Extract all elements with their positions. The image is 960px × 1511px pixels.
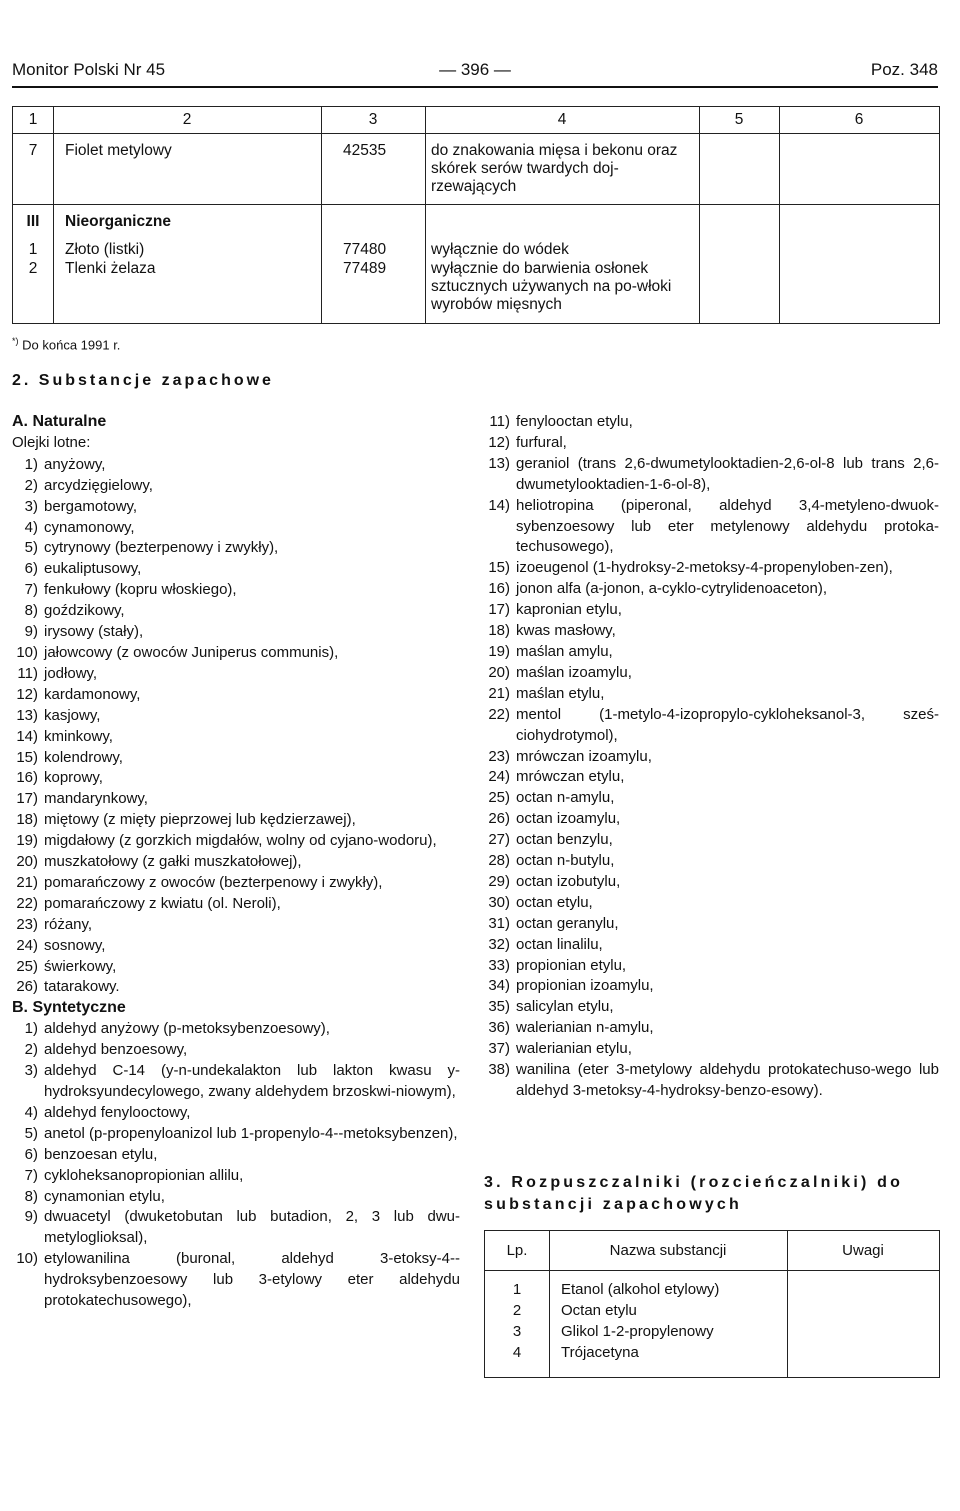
list-item-number: 7): [24, 581, 38, 599]
list-item-number: 29): [488, 872, 510, 890]
list-item-text: octan geranylu,: [516, 914, 619, 932]
solvent-name: Glikol 1-2-propylenowy: [561, 1323, 714, 1340]
list-item-number: 7): [24, 1166, 38, 1184]
list-item: [12, 518, 460, 539]
list-item: [12, 1040, 460, 1061]
list-item-text: octan n-amylu,: [516, 789, 615, 807]
solvent-name: Etanol (alkohol etylowy): [561, 1281, 720, 1298]
list-item-number: 32): [488, 935, 510, 953]
list-item: [12, 538, 460, 559]
list-item-text: aldehyd benzoesowy,: [44, 1041, 188, 1059]
list-item-number: 24): [488, 768, 510, 786]
list-item: [484, 663, 939, 684]
substance-name: Tlenki żelaza: [65, 260, 156, 277]
list-item-text: cytrynowy (bezterpenowy i zwykły),: [44, 539, 279, 557]
synthetic-list: [12, 1019, 460, 1312]
list-item-text: geraniol (trans 2,6-dwumetylooktadien-2,6-ol-8 lub trans 2,6-dwumetylooktadien-1-6-ol-8),: [516, 454, 939, 493]
list-item-text: migdałowy (z gorzkich migdałów, wolny od cyjano-wodoru),: [44, 832, 437, 850]
footnote: [12, 336, 120, 352]
list-item: [484, 851, 939, 872]
list-item-number: 20): [16, 853, 38, 871]
list-item: [12, 1019, 460, 1040]
list-item-text: jonon alfa (a-jonon, a-cyklo-cytrylidenoaceton),: [516, 580, 827, 598]
table-divider: [321, 107, 322, 323]
list-item: [12, 768, 460, 789]
list-item-number: 15): [16, 748, 38, 766]
list-item-text: cynamonian etylu,: [44, 1187, 165, 1205]
list-item-text: sosnowy,: [44, 936, 106, 954]
list-item: [12, 748, 460, 769]
list-item-number: 28): [488, 852, 510, 870]
list-item-number: 2): [24, 1041, 38, 1059]
list-item: [12, 936, 460, 957]
row-number: 2: [28, 260, 38, 277]
list-item: [12, 476, 460, 497]
position-number: Poz. 348: [870, 60, 938, 79]
list-item: [484, 767, 939, 788]
list-item-text: maślan etylu,: [516, 684, 605, 702]
list-item-number: 19): [488, 642, 510, 660]
list-item-number: 33): [488, 956, 510, 974]
substance-name: Fiolet metylowy: [65, 142, 172, 159]
list-item: [484, 997, 939, 1018]
list-item-text: różany,: [44, 915, 93, 933]
list-item-number: 21): [16, 873, 38, 891]
list-item-number: 11): [489, 413, 510, 430]
list-item-text: arcydzięgielowy,: [44, 476, 153, 494]
list-item: [12, 831, 460, 852]
subsection-subheading: Olejki lotne:: [12, 433, 91, 451]
list-item-text: pomarańczowy z kwiatu (ol. Neroli),: [44, 894, 281, 912]
list-item-text: maślan amylu,: [516, 642, 613, 660]
row-number: 1: [512, 1281, 522, 1298]
list-item: [12, 497, 460, 518]
list-item: [484, 956, 939, 977]
table-divider: [13, 133, 939, 134]
list-item-number: 37): [488, 1040, 510, 1058]
list-item-number: 4): [24, 518, 38, 536]
list-item-number: 16): [488, 580, 510, 598]
list-item: [12, 559, 460, 580]
column-header: Lp.: [506, 1242, 528, 1259]
table-divider: [485, 1270, 939, 1271]
col-number: 4: [557, 111, 567, 128]
list-item-number: 25): [488, 789, 510, 807]
list-item: [484, 893, 939, 914]
list-item-number: 18): [488, 622, 510, 640]
list-item: [12, 1207, 460, 1249]
list-item-number: 4): [24, 1103, 38, 1121]
list-item: [484, 1060, 939, 1102]
list-item: [484, 788, 939, 809]
list-item-text: jałowcowy (z owoców Juniperus communis),: [44, 643, 339, 661]
column-header: Nazwa substancji: [609, 1242, 727, 1259]
list-item-text: aldehyd anyżowy (p-metoksybenzoesowy),: [44, 1020, 330, 1038]
list-item-number: 17): [488, 601, 510, 619]
synthetic-list-continued: [484, 412, 939, 1102]
list-item-number: 38): [488, 1061, 510, 1079]
list-item: [484, 558, 939, 579]
list-item-text: jodłowy,: [44, 664, 98, 682]
list-item: [12, 915, 460, 936]
colorants-table: [12, 106, 940, 324]
list-item-text: mentol (1-metylo-4-izopropylo-cykloheksanol-3, sześ-ciohydrotymol),: [516, 705, 939, 744]
list-item: [12, 810, 460, 831]
list-item-number: 5): [24, 1124, 38, 1142]
page-number: — 396 —: [439, 60, 511, 79]
list-item: [484, 684, 939, 705]
list-item-number: 12): [16, 685, 38, 703]
section-heading: 2. Substancje zapachowe: [12, 372, 274, 389]
list-item-text: octan izoamylu,: [516, 810, 621, 828]
list-item-number: 5): [24, 539, 38, 557]
list-item-number: 30): [488, 893, 510, 911]
list-item-number: 10): [16, 643, 38, 661]
row-number: 1: [28, 241, 38, 258]
subsection-heading: B. Syntetyczne: [12, 999, 126, 1017]
list-item-number: 27): [488, 831, 510, 849]
section-heading: 3. Rozpuszczalniki (rozcieńczalniki) do substancji zapachowych: [484, 1174, 904, 1213]
list-item: [12, 455, 460, 476]
list-item-text: kardamonowy,: [44, 685, 141, 703]
list-item-text: heliotropina (piperonal, aldehyd 3,4-metyleno-dwuok-sybenzoesowy lub eter metylenowy aldehydu protoka-techusowego),: [516, 496, 939, 556]
list-item-text: furfural,: [516, 433, 567, 451]
list-item-number: 34): [488, 977, 510, 995]
table-divider: [53, 107, 54, 323]
list-item-number: 1): [24, 455, 38, 473]
list-item-number: 23): [488, 747, 510, 765]
list-item-text: wanilina (eter 3-metylowy aldehydu protokatechuso-wego lub aldehyd 3-metoksy-4-hydroksy-benzo-esowy).: [516, 1061, 939, 1099]
list-item-number: 14): [16, 727, 38, 745]
list-item-text: mrówczan izoamylu,: [516, 747, 652, 765]
list-item-number: 17): [16, 790, 38, 808]
list-item: [12, 977, 460, 998]
color-index: 77480: [343, 241, 387, 258]
list-item: [12, 1103, 460, 1124]
list-item: [484, 1039, 939, 1060]
list-item: [484, 830, 939, 851]
solvents-table: [484, 1230, 940, 1378]
column-header: Uwagi: [842, 1242, 884, 1259]
list-item: [484, 579, 939, 600]
list-item-text: anetol (p-propenyloanizol lub 1-propenylo-4--metoksybenzen),: [44, 1124, 458, 1142]
list-item-text: eukaliptusowy,: [44, 560, 142, 578]
list-item: [484, 935, 939, 956]
list-item-number: 13): [488, 454, 510, 472]
list-item-number: 11): [17, 664, 38, 682]
list-item: [12, 1061, 460, 1103]
list-item: [12, 664, 460, 685]
usage-text: wyłącznie do barwienia osłonek sztucznych używanych na po-włoki wyrobów mięsnych: [431, 260, 672, 313]
list-item: [484, 705, 939, 747]
list-item-text: cykloheksanopropionian allilu,: [44, 1166, 244, 1184]
usage-text: do znakowania mięsa i bekonu oraz skórek serów twardych doj-rzewających: [431, 142, 678, 195]
solvent-name: Octan etylu: [561, 1302, 637, 1319]
natural-oils-list: [12, 455, 460, 999]
list-item: [12, 1187, 460, 1208]
list-item: [484, 454, 939, 496]
list-item-text: kwas masłowy,: [516, 622, 616, 640]
list-item-text: dwuacetyl (dwuketobutan lub butadion, 2, 3 lub dwu-metyloglioksal),: [44, 1208, 460, 1247]
list-item-text: irysowy (stały),: [44, 623, 144, 641]
col-number: 3: [368, 111, 378, 128]
list-item-text: mrówczan etylu,: [516, 768, 625, 786]
row-number: 4: [512, 1344, 522, 1361]
subsection-heading: A. Naturalne: [12, 413, 107, 430]
list-item-number: 22): [16, 894, 38, 912]
row-number: 3: [512, 1323, 522, 1340]
list-item: [12, 706, 460, 727]
list-item-text: benzoesan etylu,: [44, 1145, 158, 1163]
list-item-text: mandarynkowy,: [44, 790, 148, 808]
list-item: [484, 496, 939, 559]
list-item-number: 15): [488, 559, 510, 577]
substance-name: Złoto (listki): [65, 241, 145, 258]
list-item-number: 20): [488, 663, 510, 681]
list-item-text: kolendrowy,: [44, 748, 123, 766]
list-item: [484, 621, 939, 642]
list-item-number: 23): [16, 915, 38, 933]
list-item-text: tatarakowy.: [44, 978, 120, 996]
list-item-text: aldehyd C-14 (y-n-undekalakton lub lakton kwasu y-hydroksyundecylowego, zwany aldehydem brzoskwi-niowym),: [44, 1062, 460, 1100]
list-item-text: octan izobutylu,: [516, 872, 621, 890]
list-item-text: goździkowy,: [44, 602, 125, 620]
list-item-text: kasjowy,: [44, 706, 101, 724]
list-item-number: 10): [16, 1250, 38, 1268]
list-item: [484, 642, 939, 663]
list-item: [12, 727, 460, 748]
list-item-text: cynamonowy,: [44, 518, 135, 536]
list-item: [12, 789, 460, 810]
list-item-text: fenylooctan etylu,: [516, 413, 633, 430]
list-item-text: muszkatołowy (z gałki muszkatołowej),: [44, 853, 302, 871]
list-item: [484, 600, 939, 621]
list-item-text: propionian izoamylu,: [516, 977, 654, 995]
list-item: [12, 643, 460, 664]
list-item-text: octan n-butylu,: [516, 852, 615, 870]
list-item-number: 26): [16, 978, 38, 996]
list-item-text: świerkowy,: [44, 957, 117, 975]
header-rule: [12, 86, 938, 88]
list-item-text: miętowy (z mięty pieprzowej lub kędzierzawej),: [44, 811, 356, 829]
list-item-text: walerianian etylu,: [516, 1040, 632, 1058]
list-item: [12, 622, 460, 643]
list-item: [484, 433, 939, 454]
list-item-number: 36): [488, 1019, 510, 1037]
col-number: 1: [28, 111, 38, 128]
row-number: 7: [28, 142, 38, 159]
table-divider: [779, 107, 780, 323]
list-item: [12, 1145, 460, 1166]
col-number: 5: [734, 111, 744, 128]
list-item-text: aldehyd fenylooctowy,: [44, 1103, 191, 1121]
footnote-mark: *): [12, 336, 19, 346]
table-divider: [13, 204, 939, 205]
list-item-number: 8): [24, 1187, 38, 1205]
color-index: 77489: [343, 260, 387, 277]
list-item-number: 14): [488, 496, 510, 514]
list-item-text: pomarańczowy z owoców (bezterpenowy i zwykły),: [44, 873, 383, 891]
list-item: [12, 957, 460, 978]
list-item-number: 19): [16, 832, 38, 850]
list-item: [12, 1249, 460, 1312]
solvent-name: Trójacetyna: [561, 1344, 639, 1361]
usage-text: wyłącznie do wódek: [431, 241, 569, 258]
list-item-number: 2): [24, 476, 38, 494]
page-header: [12, 60, 938, 80]
list-item-number: 16): [16, 769, 38, 787]
right-column: [484, 412, 939, 1102]
list-item-text: maślan izoamylu,: [516, 663, 632, 681]
list-item-number: 18): [16, 811, 38, 829]
list-item-text: octan benzylu,: [516, 831, 613, 849]
list-item-number: 35): [488, 998, 510, 1016]
list-item-number: 6): [24, 560, 38, 578]
list-item: [12, 1166, 460, 1187]
list-item-number: 9): [24, 623, 38, 641]
list-item: [484, 976, 939, 997]
list-item: [12, 852, 460, 873]
list-item-text: etylowanilina (buronal, aldehyd 3-etoksy-4--hydroksybenzoesowy lub 3-etylowy eter aldehydu protokatechusowego),: [44, 1250, 460, 1310]
list-item-number: 13): [16, 706, 38, 724]
list-item-text: walerianian n-amylu,: [516, 1019, 654, 1037]
list-item-number: 8): [24, 602, 38, 620]
list-item-text: izoeugenol (1-hydroksy-2-metoksy-4-propenyloben-zen),: [516, 559, 893, 577]
list-item-text: kminkowy,: [44, 727, 113, 745]
list-item-text: salicylan etylu,: [516, 998, 614, 1016]
table-divider: [425, 107, 426, 323]
footnote-text: Do końca 1991 r.: [22, 337, 121, 353]
list-item: [12, 894, 460, 915]
list-item-number: 3): [24, 497, 38, 515]
list-item-number: 9): [24, 1208, 38, 1226]
list-item: [484, 872, 939, 893]
list-item-number: 12): [488, 433, 510, 451]
journal-title: Monitor Polski Nr 45: [12, 60, 166, 79]
list-item: [484, 809, 939, 830]
list-item-number: 26): [488, 810, 510, 828]
list-item-text: anyżowy,: [44, 455, 106, 473]
color-index: 42535: [343, 142, 387, 159]
list-item: [12, 580, 460, 601]
col-number: 2: [182, 111, 192, 128]
list-item: [484, 914, 939, 935]
left-column: [12, 412, 460, 1312]
col-number: 6: [854, 111, 864, 128]
list-item: [484, 412, 939, 433]
list-item: [12, 601, 460, 622]
list-item-text: octan linalilu,: [516, 935, 603, 953]
list-item-number: 25): [16, 957, 38, 975]
list-item-text: kapronian etylu,: [516, 601, 622, 619]
list-item-text: octan etylu,: [516, 893, 593, 911]
table-divider: [699, 107, 700, 323]
list-item: [12, 873, 460, 894]
list-item-number: 24): [16, 936, 38, 954]
list-item-number: 3): [24, 1062, 38, 1080]
section-name: Nieorganiczne: [65, 213, 171, 230]
list-item-number: 22): [488, 705, 510, 723]
list-item-text: propionian etylu,: [516, 956, 627, 974]
list-item-number: 6): [24, 1145, 38, 1163]
list-item: [484, 1018, 939, 1039]
row-number: 2: [512, 1302, 522, 1319]
list-item-text: koprowy,: [44, 769, 103, 787]
list-item-number: 31): [488, 914, 510, 932]
list-item-number: 21): [488, 684, 510, 702]
section-number: III: [26, 213, 40, 230]
list-item-number: 1): [24, 1020, 38, 1038]
list-item-text: bergamotowy,: [44, 497, 138, 515]
list-item: [12, 1124, 460, 1145]
list-item: [484, 747, 939, 768]
list-item: [12, 685, 460, 706]
list-item-text: fenkułowy (kopru włoskiego),: [44, 581, 237, 599]
